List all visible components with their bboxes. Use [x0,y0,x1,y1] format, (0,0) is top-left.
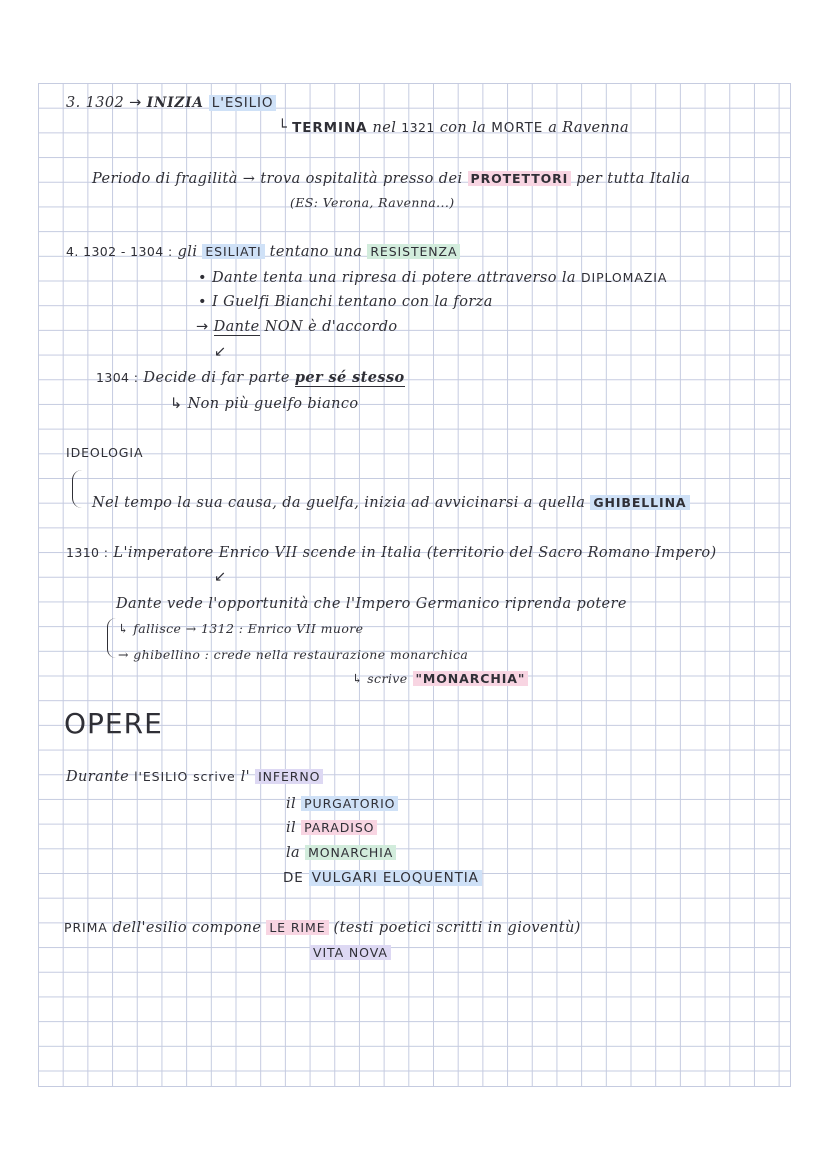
line-1310 [66,543,717,563]
article-il: il [286,796,297,812]
diplomazia-label: DIPLOMAZIA [580,270,668,285]
article-il: il [286,820,297,836]
inferno-highlight: INFERNO [255,769,323,784]
bullet-icon: • [198,270,207,286]
tentano-text: tentano una [269,244,363,260]
bracket-decoration [107,618,116,658]
dante-vede-text: Dante vede l'opportunità che l'Impero Germanico riprenda potere [116,596,627,612]
paradiso-line [286,818,377,838]
de-text: DE [283,870,304,886]
non-accordo-text: NON è d'accordo [264,319,398,335]
termina-line [278,118,629,138]
bullet-2 [198,292,493,312]
per-tutta-text: per tutta Italia [576,171,691,187]
prima-label: PRIMA [64,920,108,935]
dell-esilio-text: dell'esilio compone [112,920,262,936]
monarchia-line [286,843,396,863]
esempi-text: (ES: Verona, Ravenna...) [290,195,455,210]
non-piu-line [170,394,359,414]
per-se-stesso: per sé stesso [294,369,405,386]
arrow-icon: → [196,319,209,335]
periodo-text: Periodo di fragilità [92,171,238,187]
purgatorio-highlight: PURGATORIO [301,796,398,811]
bullet-2-text: I Guelfi Bianchi tentano con la forza [211,294,493,310]
termina-label: TERMINA [292,120,368,136]
ghibellino-text: → ghibellino : crede nella restaurazione monarchica [118,647,469,662]
section-3-number: 3. 1302 [66,95,125,111]
gli-text: gli [177,244,198,260]
year-1321: 1321 [401,120,435,135]
year-1304: 1304 : [96,370,139,385]
vita-nova-highlight: VITA NOVA [310,945,391,960]
purgatorio-line [286,794,398,814]
section-4-line [66,242,460,262]
dante-underlined: Dante [213,319,260,335]
scrive-line [352,669,528,689]
le-rime-highlight: LE RIME [266,920,328,935]
opere-heading: OPERE [64,707,163,740]
monarchia-opera-highlight: MONARCHIA [305,845,396,860]
ghibellina-highlight: GHIBELLINA [590,495,689,510]
prima-line [64,918,581,938]
protettori-highlight: PROTETTORI [468,171,572,186]
trova-text: → trova ospitalità presso dei [242,171,463,187]
corner-arrow-icon: └ [278,120,288,136]
testi-text: (testi poetici scritti in gioventù) [333,920,581,936]
year-1310: 1310 : [66,545,109,560]
con-la-text: con la [439,120,487,136]
durante-text: Durante [66,769,130,785]
ideologia-text: Nel tempo la sua causa, da guelfa, inizia ad avvicinarsi a quella [92,495,586,511]
bracket-decoration [72,470,83,508]
fallisce-text: ↳ fallisce → 1312 : Enrico VII muore [118,621,364,636]
esiliati-highlight: ESILIATI [202,244,264,259]
bullet-icon: • [198,294,207,310]
sub-arrow-icon: ↳ [170,396,183,412]
paradiso-highlight: PARADISO [301,820,377,835]
arrow-icon: → [129,95,142,111]
section-4-number: 4. 1302 - 1304 : [66,244,173,259]
nel-text: nel [372,120,397,136]
resistenza-highlight: RESISTENZA [367,244,460,259]
non-piu-text: Non più guelfo bianco [187,396,359,412]
scrive-text: ↳ scrive [352,671,408,686]
imperatore-text: L'imperatore Enrico VII scende in Italia (territorio del Sacro Romano Impero) [113,545,717,561]
bullet-1-text: Dante tenta una ripresa di potere attraverso la [211,270,576,286]
morte-label: MORTE [491,120,544,136]
article-la: la [286,845,301,861]
ravenna-text: a Ravenna [548,120,630,136]
durante-line [66,767,323,787]
ideologia-heading: IDEOLOGIA [66,445,144,460]
article-l: l' [240,769,251,785]
vulgari-highlight: VULGARI ELOQUENTIA [309,870,482,886]
ideologia-text-line [92,493,690,513]
dante-disaccordo-line [196,317,398,337]
vulgari-line [283,868,482,888]
fragilita-line [92,169,690,189]
inizia-label: INIZIA [146,95,204,111]
esilio-highlight: L'ESILIO [209,95,277,111]
decide-text: Decide di far parte [143,370,290,386]
line-1304 [96,368,405,388]
monarchia-highlight: "MONARCHIA" [413,671,529,686]
down-arrow-icon: ↙ [214,344,227,360]
down-arrow-icon: ↙ [214,569,227,585]
vita-nova-line [310,943,391,963]
esilio-text: l'ESILIO scrive [134,769,236,784]
bullet-1 [198,268,667,288]
section-3-line [66,93,276,113]
